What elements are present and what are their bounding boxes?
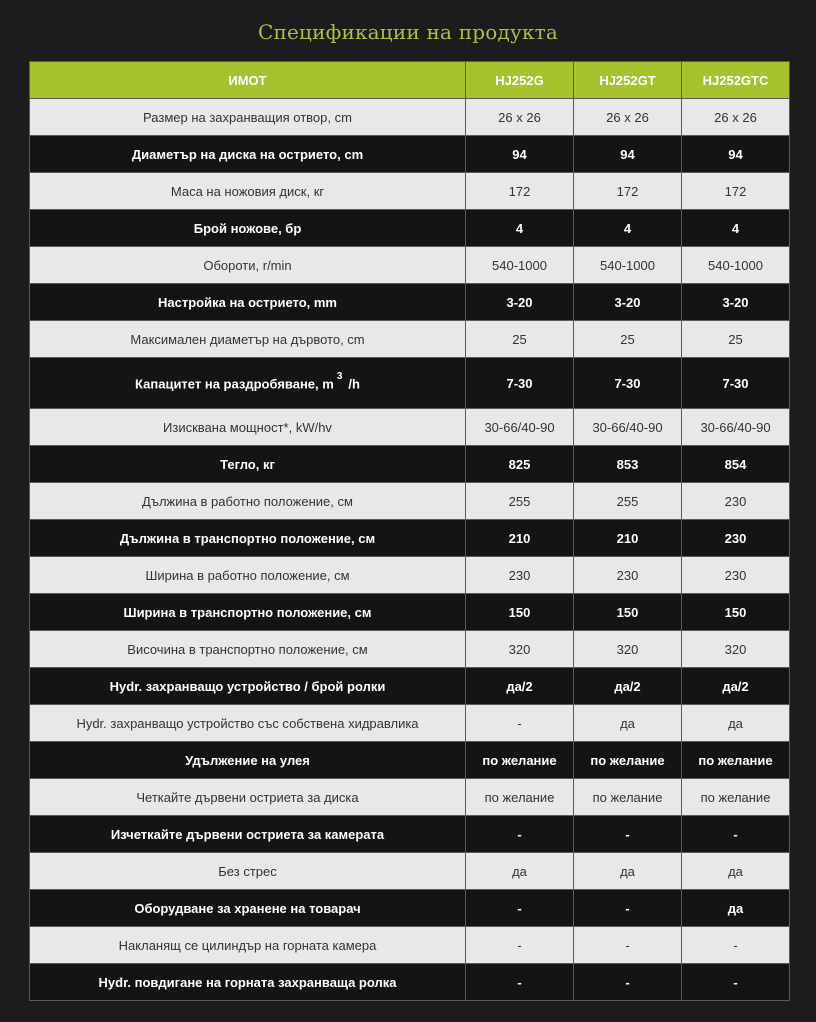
spec-row-value: 25 xyxy=(466,321,574,358)
spec-row-value: по желание xyxy=(682,779,790,816)
spec-row-value: 3-20 xyxy=(682,284,790,321)
spec-row-value: 540-1000 xyxy=(682,247,790,284)
spec-row xyxy=(30,99,790,136)
spec-row-value: да xyxy=(466,853,574,890)
spec-row-label-superscript: 3 xyxy=(336,370,343,382)
spec-row-label-text: Диаметър на диска на острието, cm xyxy=(131,146,364,162)
spec-row-value: 230 xyxy=(574,557,682,594)
spec-row-label xyxy=(30,99,466,136)
header-row xyxy=(30,62,790,99)
spec-row-label-text: Обороти, r/min xyxy=(203,257,292,273)
spec-row-value: 255 xyxy=(574,483,682,520)
spec-row xyxy=(30,173,790,210)
spec-row-label xyxy=(30,520,466,557)
spec-row-value: 25 xyxy=(682,321,790,358)
spec-row-value: 30-66/40-90 xyxy=(682,409,790,446)
spec-row-value: да xyxy=(682,890,790,927)
spec-row-value: 172 xyxy=(682,173,790,210)
spec-row-value: 172 xyxy=(466,173,574,210)
spec-row-value: 30-66/40-90 xyxy=(466,409,574,446)
spec-row-value: 7-30 xyxy=(466,358,574,409)
spec-row-label-suffix: /h xyxy=(348,376,360,392)
spec-row-label-text: Тегло, кг xyxy=(220,456,275,472)
spec-row xyxy=(30,247,790,284)
spec-row xyxy=(30,668,790,705)
spec-row-value: - xyxy=(682,964,790,1001)
spec-row-label xyxy=(30,705,466,742)
spec-row-value: 230 xyxy=(682,557,790,594)
header-model-hj252g: HJ252G xyxy=(466,62,574,99)
spec-row-value: - xyxy=(574,816,682,853)
spec-row-value: 7-30 xyxy=(574,358,682,409)
spec-row-label xyxy=(30,358,466,409)
spec-row-label-text: Изисквана мощност*, kW/hv xyxy=(163,419,332,435)
spec-row-value: 230 xyxy=(682,483,790,520)
spec-row-label-text: Дължина в транспортно положение, см xyxy=(119,530,376,546)
spec-row-value: да xyxy=(574,705,682,742)
spec-row xyxy=(30,705,790,742)
spec-row-label xyxy=(30,557,466,594)
spec-row-value: 853 xyxy=(574,446,682,483)
spec-row-value: 3-20 xyxy=(466,284,574,321)
spec-table-header xyxy=(30,62,790,99)
spec-row-label-text: Маса на ножовия диск, кг xyxy=(170,183,325,199)
spec-table-body xyxy=(30,99,790,1001)
spec-row-value: 540-1000 xyxy=(466,247,574,284)
spec-row-label xyxy=(30,964,466,1001)
spec-row-value: 255 xyxy=(466,483,574,520)
spec-row-label-text: Брой ножове, бр xyxy=(193,220,302,236)
spec-row-value: 4 xyxy=(682,210,790,247)
spec-row xyxy=(30,890,790,927)
spec-row-label xyxy=(30,136,466,173)
spec-row-value: 94 xyxy=(682,136,790,173)
spec-row-value: 150 xyxy=(466,594,574,631)
spec-row-label xyxy=(30,321,466,358)
spec-row-value: да/2 xyxy=(682,668,790,705)
spec-row-value: 230 xyxy=(466,557,574,594)
spec-row xyxy=(30,321,790,358)
spec-row-label xyxy=(30,446,466,483)
spec-row-value: - xyxy=(682,927,790,964)
spec-row-value: 4 xyxy=(466,210,574,247)
spec-row-label xyxy=(30,890,466,927)
spec-row-label-text: Изчеткайте дървени остриета за камерата xyxy=(110,826,385,842)
spec-row-value: 26 x 26 xyxy=(574,99,682,136)
header-model-hj252gt: HJ252GT xyxy=(574,62,682,99)
spec-row-label xyxy=(30,742,466,779)
spec-row-label-text: Настройка на острието, mm xyxy=(158,294,337,310)
spec-row-label xyxy=(30,631,466,668)
spec-row-value: - xyxy=(466,890,574,927)
spec-row-value: 150 xyxy=(574,594,682,631)
spec-row-label-text: Ширина в работно положение, см xyxy=(145,567,350,583)
spec-row-value: да/2 xyxy=(466,668,574,705)
spec-row-value: - xyxy=(574,927,682,964)
spec-row xyxy=(30,594,790,631)
spec-row-label-text: Височина в транспортно положение, см xyxy=(127,641,368,657)
spec-row-value: - xyxy=(682,816,790,853)
spec-row-value: по желание xyxy=(466,779,574,816)
spec-row-value: 210 xyxy=(466,520,574,557)
spec-row-value: 854 xyxy=(682,446,790,483)
spec-row-value: - xyxy=(466,927,574,964)
spec-row-label-text: Ширина в транспортно положение, см xyxy=(123,604,372,620)
spec-row-value: по желание xyxy=(466,742,574,779)
spec-row xyxy=(30,816,790,853)
spec-row xyxy=(30,927,790,964)
spec-row-value: 4 xyxy=(574,210,682,247)
spec-row-label xyxy=(30,594,466,631)
spec-row-label-text: Максимален диаметър на дървото, cm xyxy=(130,331,365,347)
spec-row xyxy=(30,853,790,890)
spec-row-value: 540-1000 xyxy=(574,247,682,284)
spec-row xyxy=(30,520,790,557)
spec-row-value: да/2 xyxy=(574,668,682,705)
spec-row-value: 230 xyxy=(682,520,790,557)
spec-row-label xyxy=(30,779,466,816)
spec-row xyxy=(30,964,790,1001)
spec-row-value: по желание xyxy=(574,779,682,816)
spec-row-label-text: Четкайте дървени остриета за диска xyxy=(136,789,359,805)
spec-row xyxy=(30,779,790,816)
spec-row xyxy=(30,446,790,483)
spec-row-label-text: Размер на захранващия отвор, cm xyxy=(143,109,352,125)
spec-row-label-text: Удължение на улея xyxy=(185,752,310,768)
spec-row-label xyxy=(30,173,466,210)
spec-row-value: - xyxy=(466,964,574,1001)
spec-row xyxy=(30,557,790,594)
spec-row xyxy=(30,136,790,173)
spec-row-value: 150 xyxy=(682,594,790,631)
spec-row-label xyxy=(30,668,466,705)
spec-row-value: да xyxy=(682,705,790,742)
spec-row xyxy=(30,409,790,446)
spec-row-value: 94 xyxy=(466,136,574,173)
spec-row xyxy=(30,358,790,409)
spec-row-label-text: Оборудване за хранене на товарач xyxy=(134,900,361,916)
spec-row-value: 172 xyxy=(574,173,682,210)
page-title: Спецификации на продукта xyxy=(257,20,559,44)
spec-row-value: 30-66/40-90 xyxy=(574,409,682,446)
header-model-hj252gtc: HJ252GTC xyxy=(682,62,790,99)
spec-row xyxy=(30,742,790,779)
spec-row-value: 26 x 26 xyxy=(682,99,790,136)
spec-row-value: да xyxy=(574,853,682,890)
spec-row-value: 320 xyxy=(682,631,790,668)
spec-row-value: - xyxy=(574,964,682,1001)
spec-row-label xyxy=(30,210,466,247)
spec-row-value: 825 xyxy=(466,446,574,483)
spec-row-label xyxy=(30,927,466,964)
spec-row-value: 210 xyxy=(574,520,682,557)
spec-row-value: - xyxy=(466,705,574,742)
spec-row-value: 26 x 26 xyxy=(466,99,574,136)
header-property: ИМОТ xyxy=(30,62,466,99)
spec-row-label-text: Дължина в работно положение, см xyxy=(142,493,353,509)
spec-row-value: 7-30 xyxy=(682,358,790,409)
spec-row-value: 94 xyxy=(574,136,682,173)
spec-row-label xyxy=(30,853,466,890)
spec-row-value: по желание xyxy=(682,742,790,779)
spec-row xyxy=(30,284,790,321)
spec-row-label-text: Без стрес xyxy=(218,863,277,879)
spec-row-label xyxy=(30,247,466,284)
spec-row-label xyxy=(30,483,466,520)
spec-row-label xyxy=(30,409,466,446)
spec-row-label-text: Капацитет на раздробяване, m xyxy=(135,376,334,392)
spec-row-label xyxy=(30,816,466,853)
spec-row-value: - xyxy=(574,890,682,927)
spec-row xyxy=(30,631,790,668)
spec-row-value: да xyxy=(682,853,790,890)
spec-row-value: 3-20 xyxy=(574,284,682,321)
spec-row-label xyxy=(30,284,466,321)
spec-table xyxy=(29,61,790,1001)
spec-row-value: 320 xyxy=(574,631,682,668)
spec-row-value: - xyxy=(466,816,574,853)
spec-row-label-text: Hydr. захранващо устройство със собствена хидравлика xyxy=(76,715,419,731)
spec-row-value: 320 xyxy=(466,631,574,668)
spec-row-label-text: Накланящ се цилиндър на горната камера xyxy=(118,937,377,953)
spec-row-label-text: Hydr. повдигане на горната захранваща ролка xyxy=(98,974,397,990)
spec-row xyxy=(30,483,790,520)
spec-row xyxy=(30,210,790,247)
spec-row-value: 25 xyxy=(574,321,682,358)
spec-row-value: по желание xyxy=(574,742,682,779)
spec-row-label-text: Hydr. захранващо устройство / брой ролки xyxy=(109,678,386,694)
